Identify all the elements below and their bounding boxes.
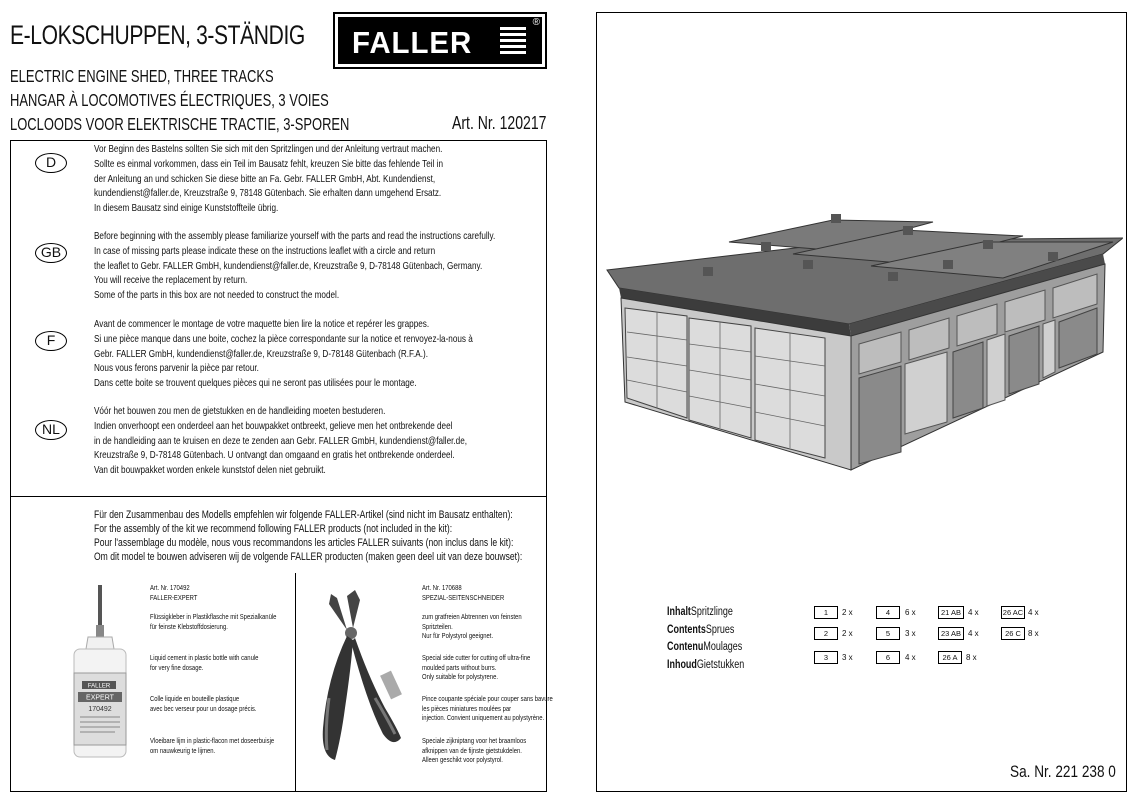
- product1-header: Art. Nr. 170492 FALLER-EXPERT: [150, 583, 198, 602]
- sprue-qty: 4 x: [1028, 608, 1039, 617]
- logo-bars-icon: [500, 27, 526, 57]
- text-en: Before beginning with the assembly please familiarize yourself with the parts and read the instructions carefully. In case of missing parts please indicate these on the instructions leaflet with a circle and return the leaflet to Gebr. FALLER GmbH, kundendienst@faller.de, Kreuzstraße 9, D-78148 Gütenbach, Germany. You will receive the replacement by return. Some of the parts in this box are not needed to construct the model.: [94, 231, 496, 302]
- sprue-box: 3: [814, 651, 838, 664]
- product-divider: [295, 573, 296, 792]
- lang-badge-f: F: [35, 331, 67, 351]
- document-title: E-LOKSCHUPPEN, 3-STÄNDIG: [10, 20, 305, 50]
- side-cutter-image: [305, 588, 410, 773]
- recommendation-text: Für den Zusammenbau des Modells empfehlen wir folgende FALLER-Artikel (sind nicht im Bausatz enthalten): For the assembly of the kit we recommend following FALLER products (not included in the kit): Pour l'assemblage du modèle, nous vous recommandons les articles FALLER suivants (non inclus dans le kit): Om dit model te bouwen adviseren wij de volgende FALLER producten (maken geen deel uit van deze bouwset):: [94, 509, 523, 563]
- text-nl: Vóór het bouwen zou men de gietstukken en de handleiding moeten bestuderen. Indien onverhoopt een onderdeel aan het bouwpakket ontbreekt, gelieve men het ontbrekende deel in de handleiding aan te kruisen en deze te zenden aan Gebr. FALLER GmbH, kundendienst@faller.de, Kreuzstraße 9, D-78148 Gütenbach. U ontvangt dan omgaand en gratis het ontbrekende onderdeel. Van dit bouwpakket worden enkele kunststof delen niet gebruikt.: [94, 406, 468, 477]
- sprue-box: 23 AB: [938, 627, 964, 640]
- sprue-qty: 6 x: [905, 608, 916, 617]
- product2-desc-nl: Speciale zijkniptang voor het braamloos afknippen van de fijnste gietstukdelen. Alleen geschikt voor polystyrol.: [422, 736, 527, 765]
- sprue-qty: 8 x: [966, 653, 977, 662]
- sprue-box: 4: [876, 606, 900, 619]
- product2-desc-fr: Pince coupante spéciale pour couper sans bavure les pièces miniatures moulées par injection. Convient uniquement au polystyrène.: [422, 694, 553, 723]
- subtitle-nl: LOCLOODS VOOR ELEKTRISCHE TRACTIE, 3-SPOREN: [10, 114, 350, 134]
- text-de: Vor Beginn des Bastelns sollten Sie sich mit den Spritzlingen und der Anleitung vertraut machen. Sollte es einmal vorkommen, dass ein Teil im Bausatz fehlt, kreuzen Sie bitte das fehlende Teil in der Anleitung an und schicken Sie diese bitte an Fa. Gebr. FALLER GmbH, Abt. Kundendienst, kundendienst@faller.de, Kreuzstraße 9, 78148 Gütenbach. Sie erhalten dann umgehend Ersatz. In diesem Bausatz sind einige Kunststoffteile übrig.: [94, 144, 443, 215]
- faller-logo: [333, 12, 547, 69]
- sales-number: Sa. Nr. 221 238 0: [1010, 762, 1116, 781]
- sprue-qty: 8 x: [1028, 629, 1039, 638]
- sprue-box: 21 AB: [938, 606, 964, 619]
- sprue-qty: 3 x: [842, 653, 853, 662]
- parts-labels: InhaltSpritzlinge ContentsSprues ContenuMoulages InhoudGietstukken: [667, 606, 745, 671]
- lang-badge-nl: NL: [35, 420, 67, 440]
- product1-desc-en: Liquid cement in plastic bottle with canule for very fine dosage.: [150, 653, 259, 672]
- article-number: Art. Nr. 120217: [452, 113, 547, 133]
- product2-desc-de: zum gratfreien Abtrennen von feinsten Spritzteilen. Nur für Polystyrol geeignet.: [422, 612, 522, 641]
- sprue-qty: 2 x: [842, 629, 853, 638]
- section-divider: [10, 496, 547, 497]
- sprue-box: 26 C: [1001, 627, 1025, 640]
- sprue-box: 26 AC: [1002, 608, 1024, 617]
- bottle-expert-label: EXPERT: [86, 694, 114, 702]
- product2-header: Art. Nr. 170688 SPEZIAL-SEITENSCHNEIDER: [422, 583, 505, 602]
- sprue-qty: 4 x: [968, 608, 979, 617]
- product1-desc-fr: Colle liquide en bouteille plastique avec bec verseur pour un dosage précis.: [150, 694, 257, 713]
- product1-desc-de: Flüssigkleber in Plastikflasche mit Spezialkanüle für feinste Klebstoffdosierung.: [150, 612, 277, 631]
- sprue-box: 26 A: [938, 651, 962, 664]
- lang-badge-d: D: [35, 153, 67, 173]
- engine-shed-image: [603, 212, 1123, 472]
- sprue-box: 2: [814, 627, 838, 640]
- bottle-number-label: 170492: [88, 706, 112, 713]
- sprue-qty: 4 x: [968, 629, 979, 638]
- sprue-box: 1: [814, 606, 838, 619]
- subtitle-fr: HANGAR À LOCOMOTIVES ÉLECTRIQUES, 3 VOIES: [10, 90, 329, 110]
- product2-desc-en: Special side cutter for cutting off ultra-fine moulded parts without burrs. Only suitable for polystyrene.: [422, 653, 531, 682]
- glue-bottle-image: [60, 585, 142, 760]
- subtitle-en: ELECTRIC ENGINE SHED, THREE TRACKS: [10, 66, 274, 86]
- bottle-brand-label: FALLER: [87, 683, 111, 690]
- sprue-qty: 4 x: [905, 653, 916, 662]
- text-fr: Avant de commencer le montage de votre maquette bien lire la notice et repérer les grappes. Si une pièce manque dans une boite, cochez la pièce correspondante sur la notice et renvoyez-la-nous à Gebr. FALLER GmbH, kundendienst@faller.de, Kreuzstraße 9, D-78148 Gütenbach (R.F.A.). Nous vous ferons parvenir la pièce par retour. Dans cette boite se trouvent quelques pièces qui ne seront pas utilisées pour le montage.: [94, 319, 473, 390]
- lang-badge-gb: GB: [35, 243, 67, 263]
- sprue-qty: 3 x: [905, 629, 916, 638]
- registered-mark: ®: [532, 17, 540, 28]
- logo-wordmark: FALLER: [352, 25, 473, 60]
- sprue-box: 5: [876, 627, 900, 640]
- sprue-box: 6: [876, 651, 900, 664]
- sprue-qty: 2 x: [842, 608, 853, 617]
- product1-desc-nl: Vloeibare lijm in plastic-flacon met doseerbuisje om nauwkeurig te lijmen.: [150, 736, 275, 755]
